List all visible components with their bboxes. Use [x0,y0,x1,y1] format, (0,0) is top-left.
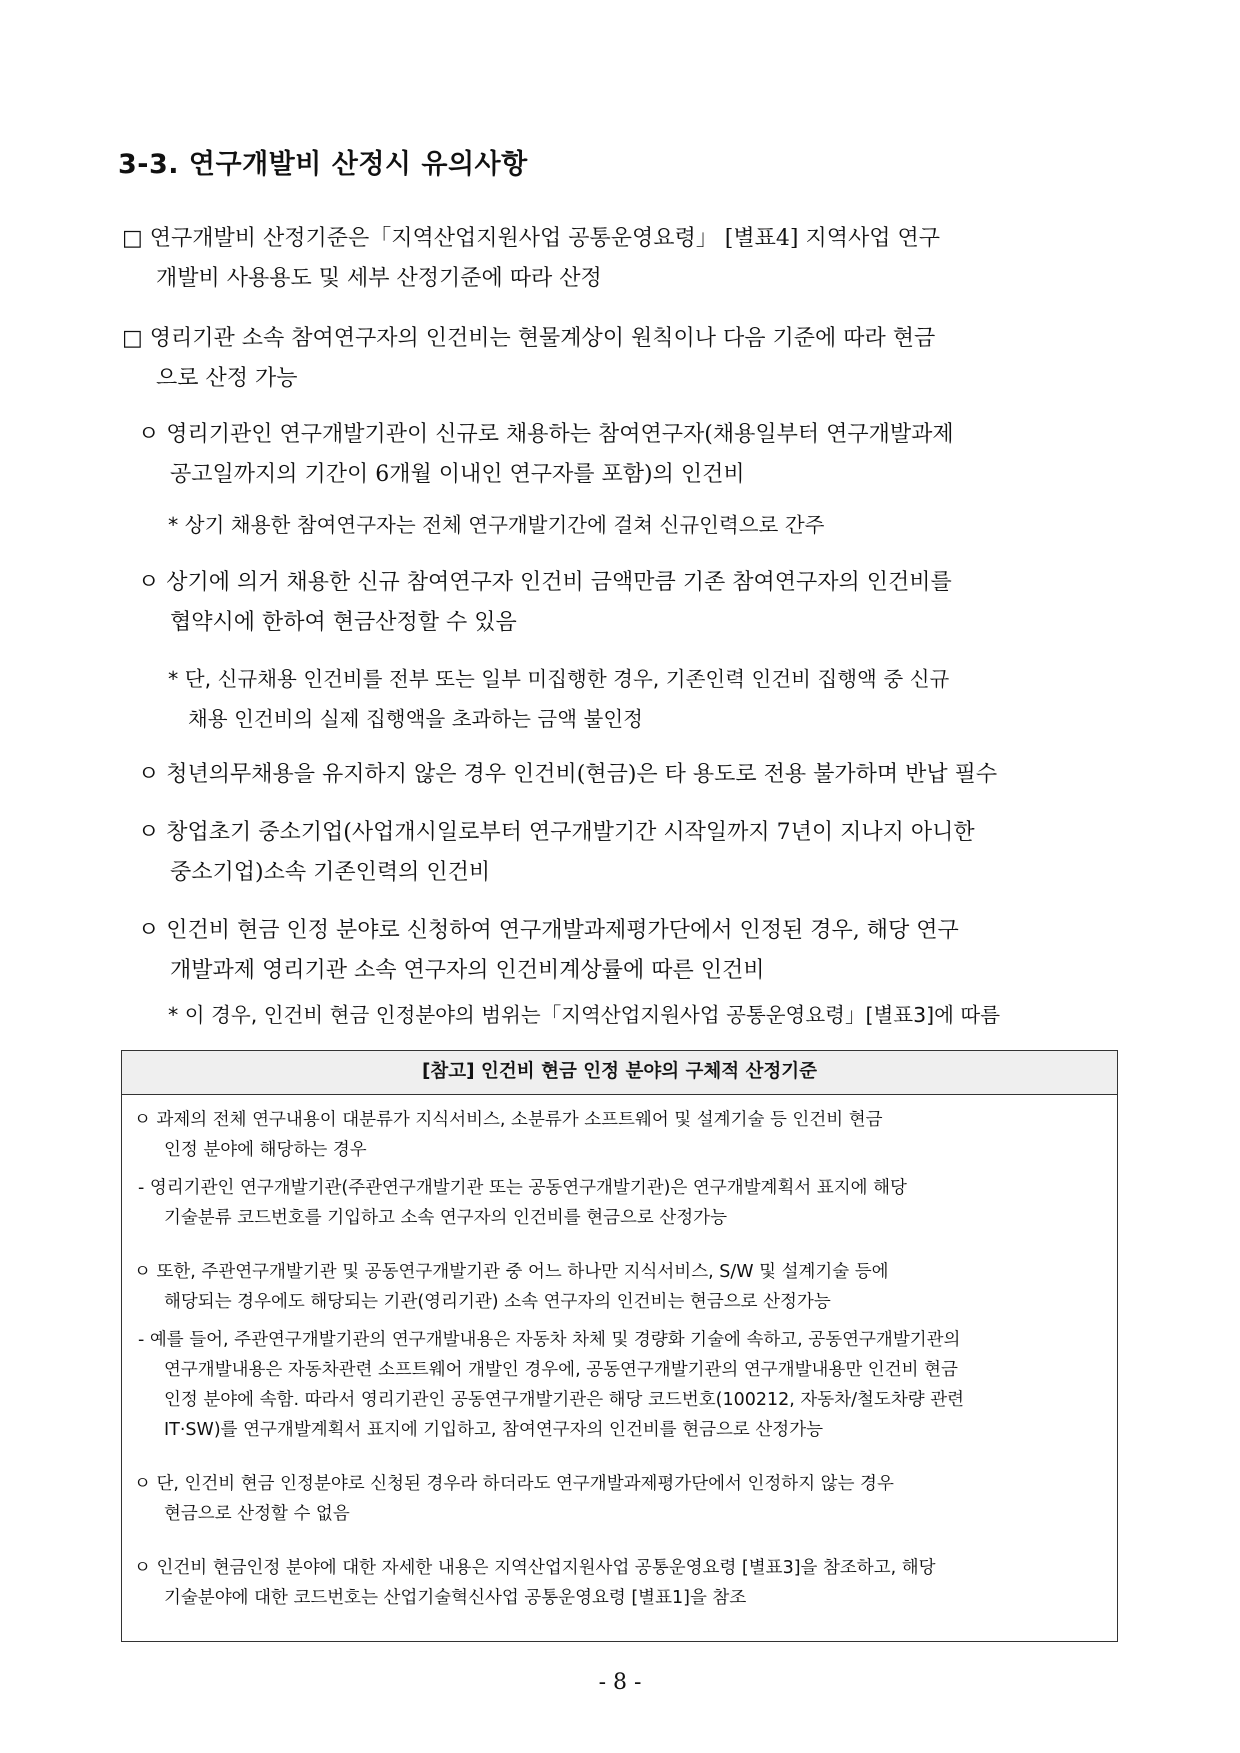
box-line: ㅇ 단, 인건비 현금 인정분야로 신청된 경우라 하더라도 연구개발과제평가단에서 인정하지 않는 경우 [134,1474,894,1494]
box-line: 기술분류 코드번호를 기입하고 소속 연구자의 인건비를 현금으로 산정가능 [164,1208,727,1228]
note-line: 채용 인건비의 실제 집행액을 초과하는 금액 불인정 [188,707,643,731]
reference-box-title: [참고] 인건비 현금 인정 분야의 구체적 산정기준 [122,1051,1117,1095]
bullet-line: 공고일까지의 기간이 6개월 이내인 연구자를 포함)의 인건비 [170,462,745,487]
bullet-line: ㅇ 영리기관인 연구개발기관이 신규로 채용하는 참여연구자(채용일부터 연구개발과제 [138,422,954,447]
bullet-line: ㅇ 청년의무채용을 유지하지 않은 경우 인건비(현금)은 타 용도로 전용 불가하며 반납 필수 [138,762,998,787]
box-line: IT·SW)를 연구개발계획서 표지에 기입하고, 참여연구자의 인건비를 현금으로 산정가능 [164,1420,824,1440]
box-line: ㅇ 또한, 주관연구개발기관 및 공동연구개발기관 중 어느 하나만 지식서비스, S/W 및 설계기술 등에 [134,1262,889,1282]
note-line: * 상기 채용한 참여연구자는 전체 연구개발기간에 걸쳐 신규인력으로 간주 [168,513,825,537]
box-line: ㅇ 과제의 전체 연구내용이 대분류가 지식서비스, 소분류가 소프트웨어 및 설계기술 등 인건비 현금 [134,1110,883,1130]
paragraph-line: 으로 산정 가능 [156,366,298,391]
box-line: - 예를 들어, 주관연구개발기관의 연구개발내용은 자동차 차체 및 경량화 기술에 속하고, 공동연구개발기관의 [138,1330,961,1350]
reference-box [121,1050,1118,1642]
paragraph-line: 개발비 사용용도 및 세부 산정기준에 따라 산정 [156,266,602,291]
section-heading: 3-3. 연구개발비 산정시 유의사항 [118,149,528,180]
paragraph-line: □ 연구개발비 산정기준은「지역산업지원사업 공통운영요령」 [별표4] 지역사업 연구 [122,226,940,251]
bullet-line: ㅇ 창업초기 중소기업(사업개시일로부터 연구개발기간 시작일까지 7년이 지나지 아니한 [138,820,975,845]
bullet-line: ㅇ 상기에 의거 채용한 신규 참여연구자 인건비 금액만큼 기존 참여연구자의 인건비를 [138,570,952,595]
box-line: 해당되는 경우에도 해당되는 기관(영리기관) 소속 연구자의 인건비는 현금으로 산정가능 [164,1292,831,1312]
box-line: - 영리기관인 연구개발기관(주관연구개발기관 또는 공동연구개발기관)은 연구개발계획서 표지에 해당 [138,1178,907,1198]
bullet-line: 개발과제 영리기관 소속 연구자의 인건비계상률에 따른 인건비 [170,958,765,983]
box-line: 인정 분야에 해당하는 경우 [164,1140,367,1160]
bullet-line: 협약시에 한하여 현금산정할 수 있음 [170,610,517,635]
box-line: 기술분야에 대한 코드번호는 산업기술혁신사업 공통운영요령 [별표1]을 참조 [164,1588,747,1608]
box-line: 연구개발내용은 자동차관련 소프트웨어 개발인 경우에, 공동연구개발기관의 연구개발내용만 인건비 현금 [164,1360,958,1380]
bullet-line: 중소기업)소속 기존인력의 인건비 [170,860,491,885]
bullet-line: ㅇ 인건비 현금 인정 분야로 신청하여 연구개발과제평가단에서 인정된 경우, 해당 연구 [138,918,959,943]
box-line: 현금으로 산정할 수 없음 [164,1504,350,1524]
note-line: * 이 경우, 인건비 현금 인정분야의 범위는「지역산업지원사업 공통운영요령」[별표3]에 따름 [168,1003,1001,1027]
note-line: * 단, 신규채용 인건비를 전부 또는 일부 미집행한 경우, 기존인력 인건비 집행액 중 신규 [168,667,950,691]
box-line: ㅇ 인건비 현금인정 분야에 대한 자세한 내용은 지역산업지원사업 공통운영요령 [별표3]을 참조하고, 해당 [134,1558,936,1578]
box-line: 인정 분야에 속함. 따라서 영리기관인 공동연구개발기관은 해당 코드번호(100212, 자동차/철도차량 관련 [164,1390,965,1410]
paragraph-line: □ 영리기관 소속 참여연구자의 인건비는 현물계상이 원칙이나 다음 기준에 따라 현금 [122,326,936,351]
page-number: - 8 - [598,1670,642,1695]
